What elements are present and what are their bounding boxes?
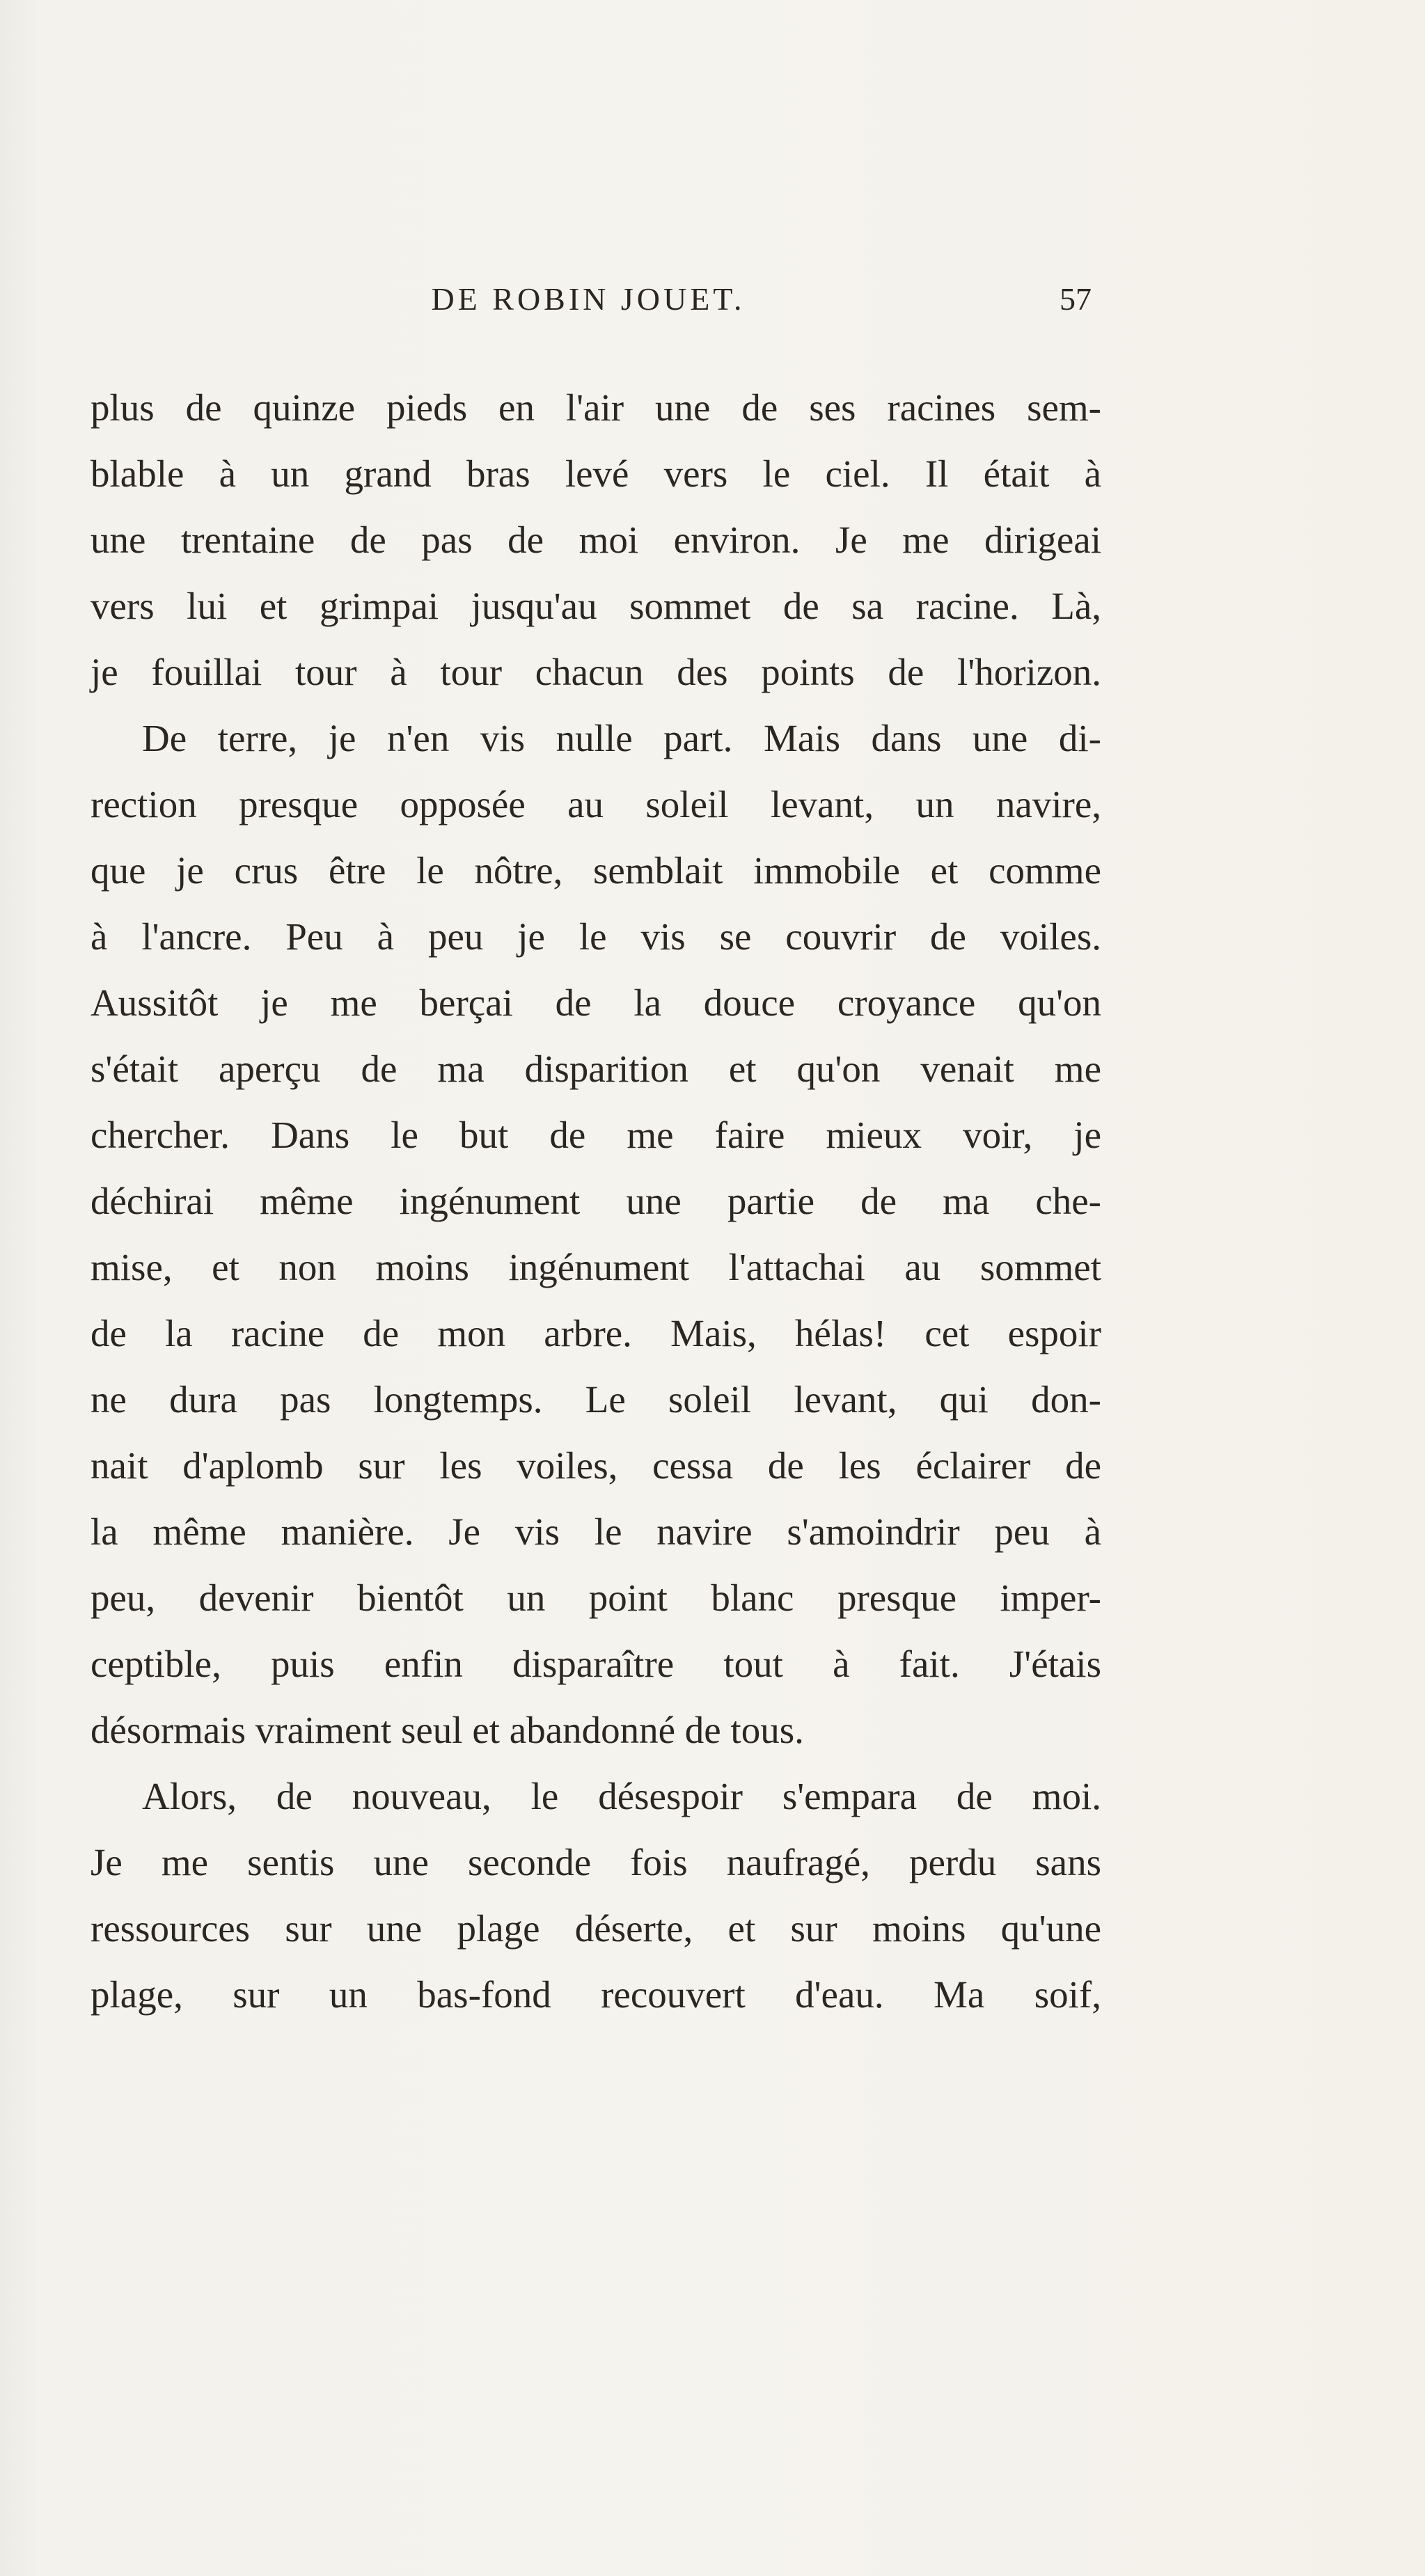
text-line: la même manière. Je vis le navire s'amoindrir peu à [90,1510,1101,1553]
text-line: vers lui et grimpai jusqu'au sommet de sa racine. Là, [90,585,1101,627]
text-line: je fouillai tour à tour chacun des points de l'horizon. [90,651,1101,693]
paragraph-end-line: désormais vraiment seul et abandonné de tous. [90,1709,804,1751]
text-line: ceptible, puis enfin disparaître tout à fait. J'étais [90,1643,1101,1685]
text-line: nait d'aplomb sur les voiles, cessa de les éclairer de [90,1444,1101,1487]
text-line: Je me sentis une seconde fois naufragé, perdu sans [90,1841,1101,1883]
text-line: plus de quinze pieds en l'air une de ses racines sem- [90,386,1101,429]
text-line: ne dura pas longtemps. Le soleil levant, qui don- [90,1378,1101,1421]
text-line: que je crus être le nôtre, semblait immobile et comme [90,849,1101,892]
paragraph-start-line: De terre, je n'en vis nulle part. Mais dans une di- [142,717,1101,759]
text-line: plage, sur un bas-fond recouvert d'eau. Ma soif, [90,1973,1101,2016]
text-line: chercher. Dans le but de me faire mieux voir, je [90,1114,1101,1156]
paragraph-start-line: Alors, de nouveau, le désespoir s'empara de moi. [142,1775,1101,1817]
page-number: 57 [1060,281,1092,317]
text-line: déchirai même ingénument une partie de ma che- [90,1180,1101,1222]
text-line: de la racine de mon arbre. Mais, hélas! cet espoir [90,1312,1101,1354]
text-line: une trentaine de pas de moi environ. Je me dirigeai [90,519,1101,561]
text-line: ressources sur une plage déserte, et sur moins qu'une [90,1907,1101,1950]
text-line: s'était aperçu de ma disparition et qu'on venait me [90,1048,1101,1090]
text-line: blable à un grand bras levé vers le ciel. Il était à [90,452,1101,495]
text-line: peu, devenir bientôt un point blanc presque imper- [90,1577,1101,1619]
text-line: rection presque opposée au soleil levant, un navire, [90,783,1101,825]
running-head: DE ROBIN JOUET. [431,281,746,317]
text-line: mise, et non moins ingénument l'attachai au sommet [90,1246,1101,1288]
body-text [90,374,1101,2028]
text-line: Aussitôt je me berçai de la douce croyance qu'on [90,981,1101,1024]
text-line: à l'ancre. Peu à peu je le vis se couvrir de voiles. [90,915,1101,958]
